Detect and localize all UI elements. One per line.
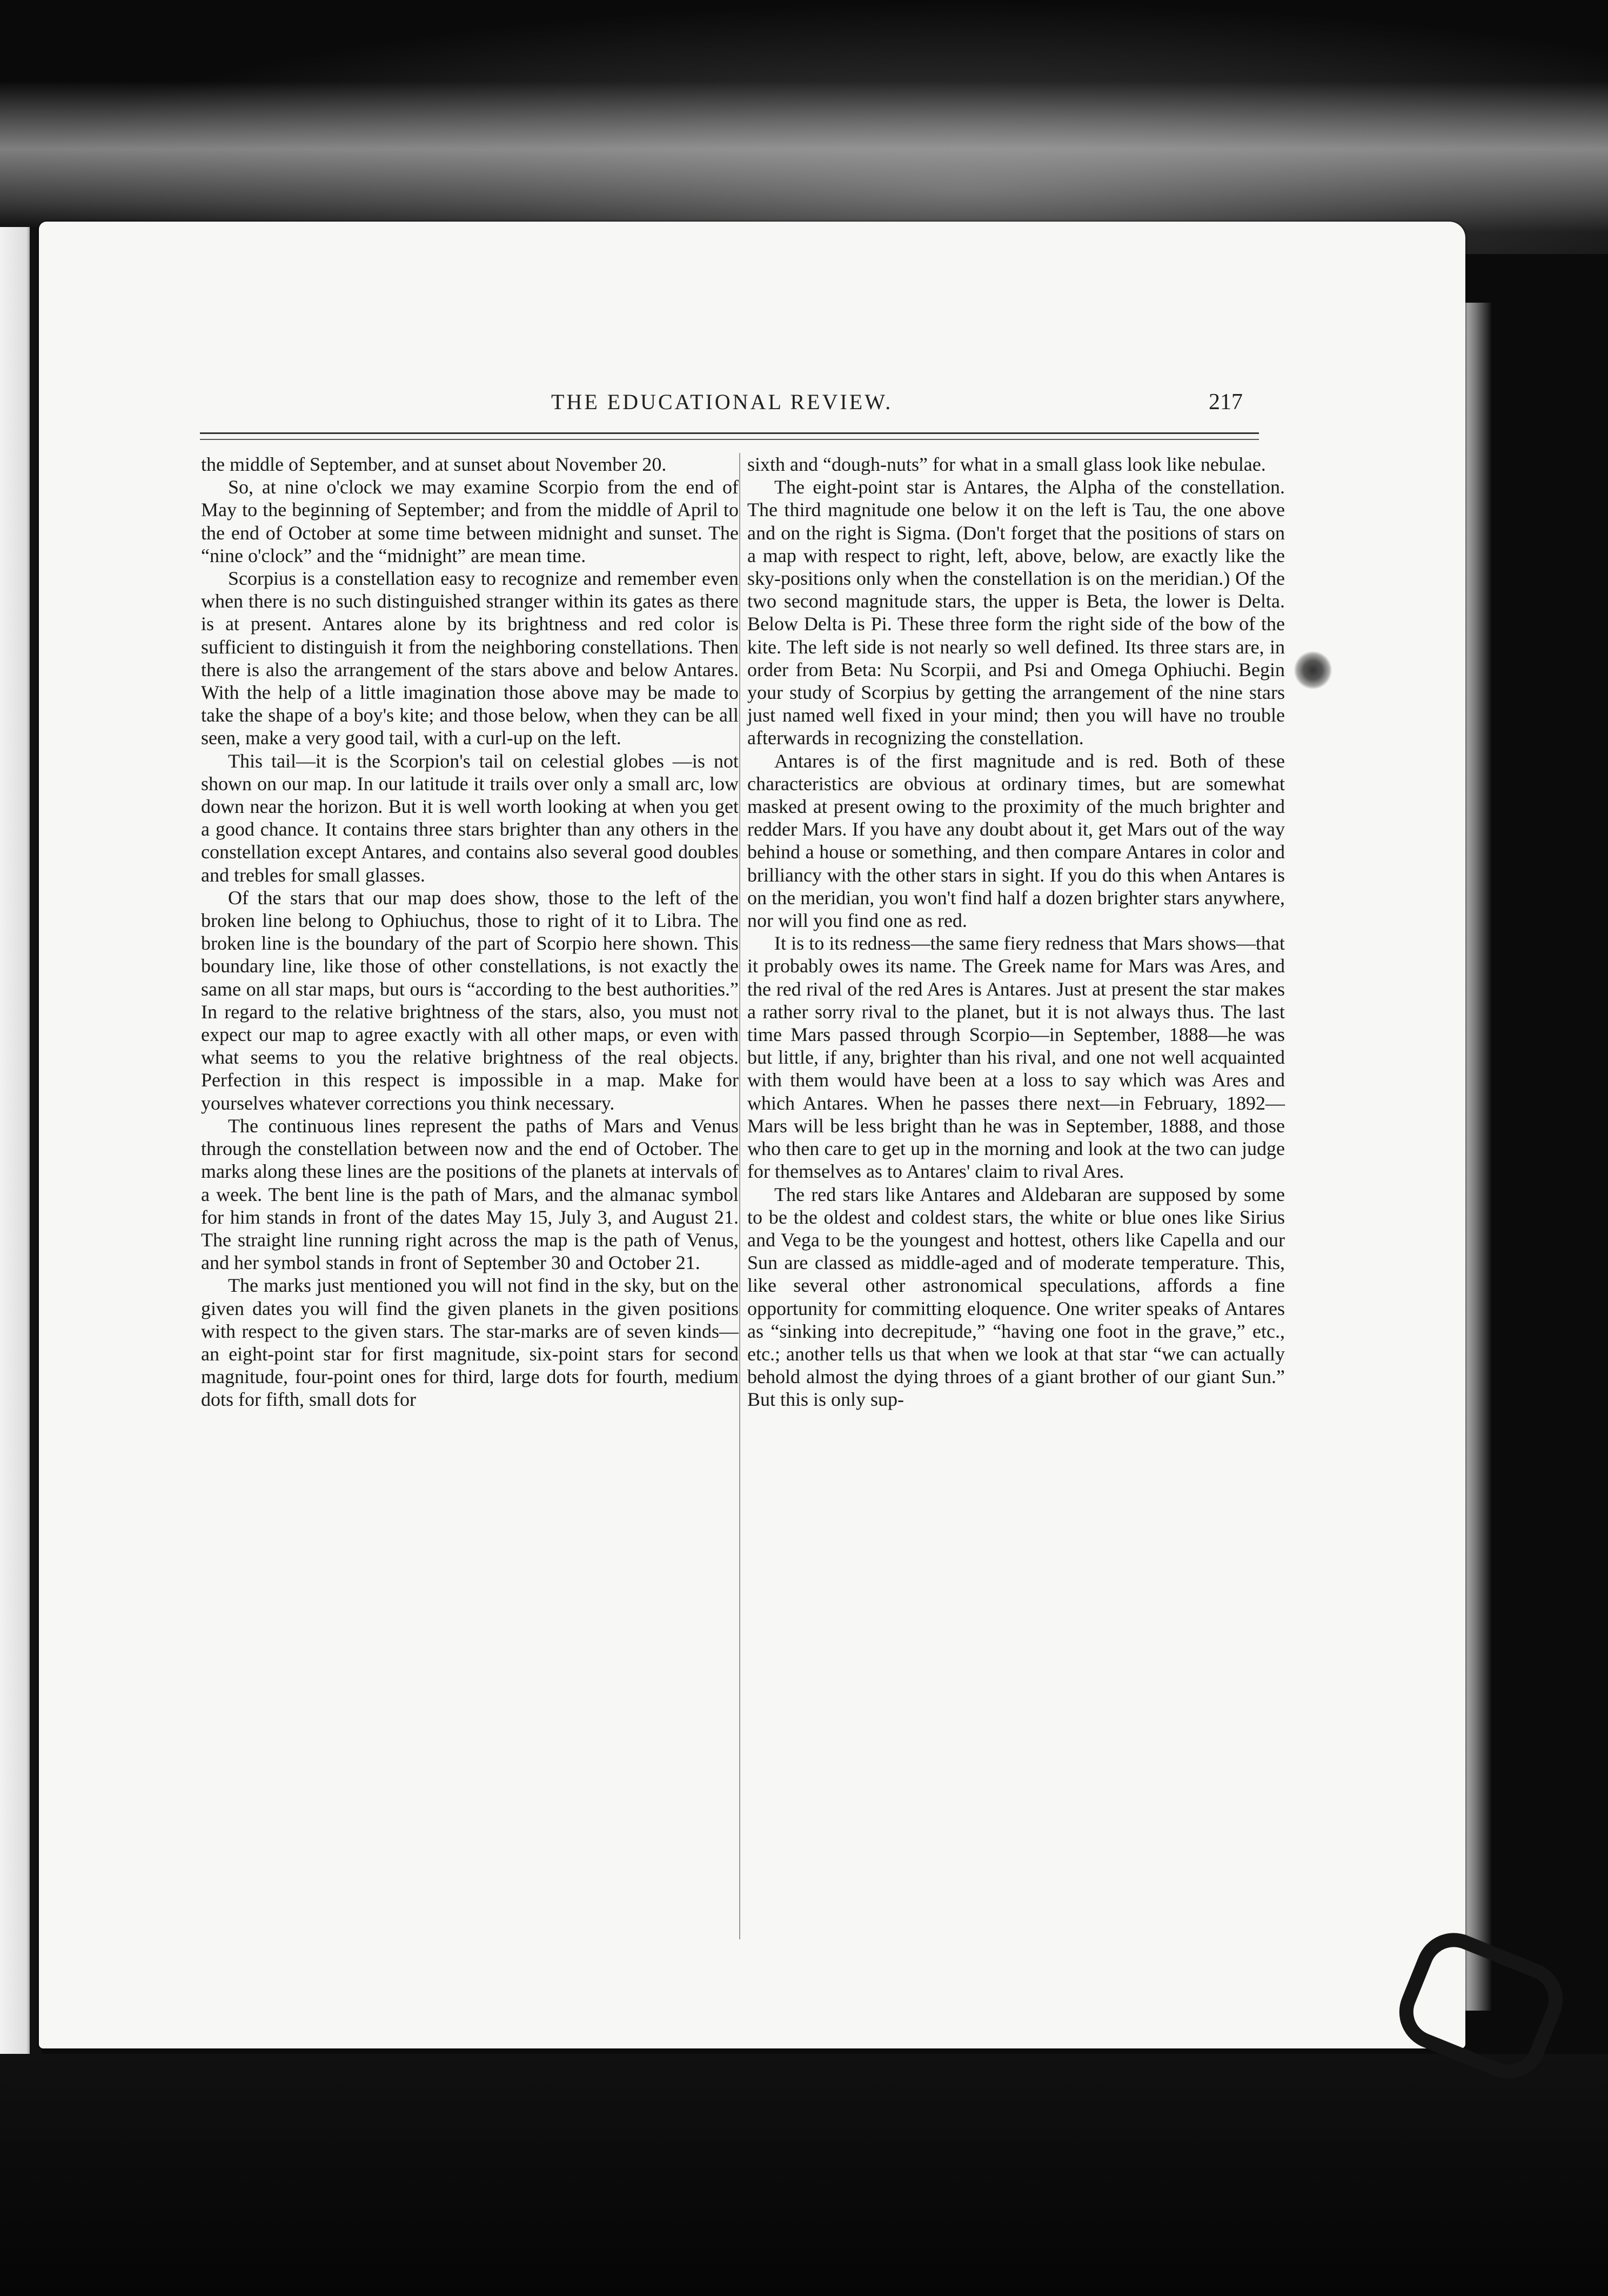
paragraph: This tail—it is the Scorpion's tail on celestial globes —is not shown on our map. In our latitude it trails over only a small arc, low down near the horizon. But it is well worth looking at when you get a good chance. It contains three stars brighter than any others in the constellation except Antares, and contains also several good doubles and trebles for small glasses. bbox=[201, 750, 739, 886]
right-text-column bbox=[747, 453, 1285, 1411]
film-light-band bbox=[0, 81, 1608, 232]
running-title: THE EDUCATIONAL REVIEW. bbox=[551, 390, 893, 414]
film-background-bottom bbox=[0, 2054, 1608, 2296]
ink-blot-mark bbox=[1294, 651, 1332, 689]
column-divider bbox=[739, 453, 740, 1939]
paragraph: Scorpius is a constellation easy to recognize and remember even when there is no such distinguished stranger within its gates as there is at present. Antares alone by its brightness and red color is sufficient to distinguish it from the neighboring constellations. Then there is also the arrangement of the stars above and below Antares. With the help of a little imagination those above may be made to take the shape of a boy's kite; and those below, when they can be all seen, make a very good tail, with a curl-up on the left. bbox=[201, 568, 739, 749]
paragraph: It is to its redness—the same fiery redness that Mars shows—that it probably owes its name. The Greek name for Mars was Ares, and the red rival of the red Ares is Antares. Just at present the star makes a rather sorry rival to the planet, but it is not always thus. The last time Mars passed through Scorpio—in September, 1888—he was but little, if any, brighter than his rival, and one not well acquainted with them would have been at a loss to say which was Ares and which Antares. When he passes there next—in February, 1892—Mars will be less bright than he was in September, 1888, and those who then care to get up in the morning and look at the two can judge for themselves as to Antares' claim to rival Ares. bbox=[747, 932, 1285, 1183]
header-rule-thin bbox=[200, 439, 1259, 440]
paragraph: sixth and “dough-nuts” for what in a small glass look like nebulae. bbox=[747, 453, 1266, 475]
page-number: 217 bbox=[1209, 390, 1243, 415]
paragraph: The eight-point star is Antares, the Alpha of the constellation. The third magnitude one below it on the left is Tau, the one above and on the right is Sigma. (Don't forget that the positions of stars on a map with respect to right, left, above, below, are exactly like the sky-positions only when the constellation is on the meridian.) Of the two second magnitude stars, the upper is Beta, the lower is Delta. Below Delta is Pi. These three form the right side of the bow of the kite. The left side is not nearly so well defined. Its three stars are, in order from Beta: Nu Scorpii, and Psi and Omega Ophiuchi. Begin your study of Scorpius by getting the arrangement of the nine stars just named well fixed in your mind; then you will have no trouble afterwards in recognizing the constellation. bbox=[747, 476, 1285, 749]
paragraph: Antares is of the first magnitude and is red. Both of these characteristics are obvious at ordinary times, but are somewhat masked at present owing to the proximity of the much brighter and redder Mars. If you have any doubt about it, get Mars out of the way behind a house or something, and then compare Antares in color and brilliancy with the other stars in sight. If you do this when Antares is on the meridian, you won't find half a dozen brighter stars anywhere, nor will you find one as red. bbox=[747, 750, 1285, 932]
paragraph: The continuous lines represent the paths of Mars and Venus through the constellation between now and the end of October. The marks along these lines are the positions of the planets at intervals of a week. The bent line is the path of Mars, and the almanac symbol for him stands in front of the dates May 15, July 3, and August 21. The straight line running right across the map is the path of Venus, and her symbol stands in front of September 30 and October 21. bbox=[201, 1114, 739, 1274]
page-header bbox=[200, 389, 1275, 427]
header-rule bbox=[200, 432, 1259, 434]
paragraph: The red stars like Antares and Aldebaran are supposed by some to be the oldest and coldest stars, the white or blue ones like Sirius and Vega to be the youngest and hottest, others like Capella and our Sun are classed as middle-aged and of moderate temperature. This, like several other astronomical speculations, affords a fine opportunity for committing eloquence. One writer speaks of Antares as “sinking into decrepitude,” “having one foot in the grave,” etc., etc.; another tells us that when we look at that star “we can actually behold almost the dying throes of a giant brother of our giant Sun.” But this is only sup- bbox=[747, 1183, 1285, 1411]
paragraph: the middle of September, and at sunset about November 20. bbox=[201, 453, 667, 475]
paragraph: The marks just mentioned you will not find in the sky, but on the given dates you will find the given planets in the given positions with respect to the given stars. The star-marks are of seven kinds—an eight-point star for first magnitude, six-point stars for second magnitude, four-point ones for third, large dots for fourth, medium dots for fifth, small dots for bbox=[201, 1274, 739, 1411]
left-text-column bbox=[201, 453, 739, 1411]
paragraph: Of the stars that our map does show, those to the left of the broken line belong to Ophiuchus, those to right of it to Libra. The broken line is the boundary of the part of Scorpio here shown. This boundary line, like those of other constellations, is not exactly the same on all star maps, but ours is “according to the best authorities.” In regard to the relative brightness of the stars, also, you must not expect our map to agree exactly with all other maps, or even with what seems to you the relative brightness of the real objects. Perfection in this respect is impossible in a map. Make for yourselves whatever corrections you think necessary. bbox=[201, 886, 739, 1114]
paragraph: So, at nine o'clock we may examine Scorpio from the end of May to the beginning of September; and from the middle of April to the end of October at some time between midnight and sunset. The “nine o'clock” and the “midnight” are mean time. bbox=[201, 476, 739, 566]
